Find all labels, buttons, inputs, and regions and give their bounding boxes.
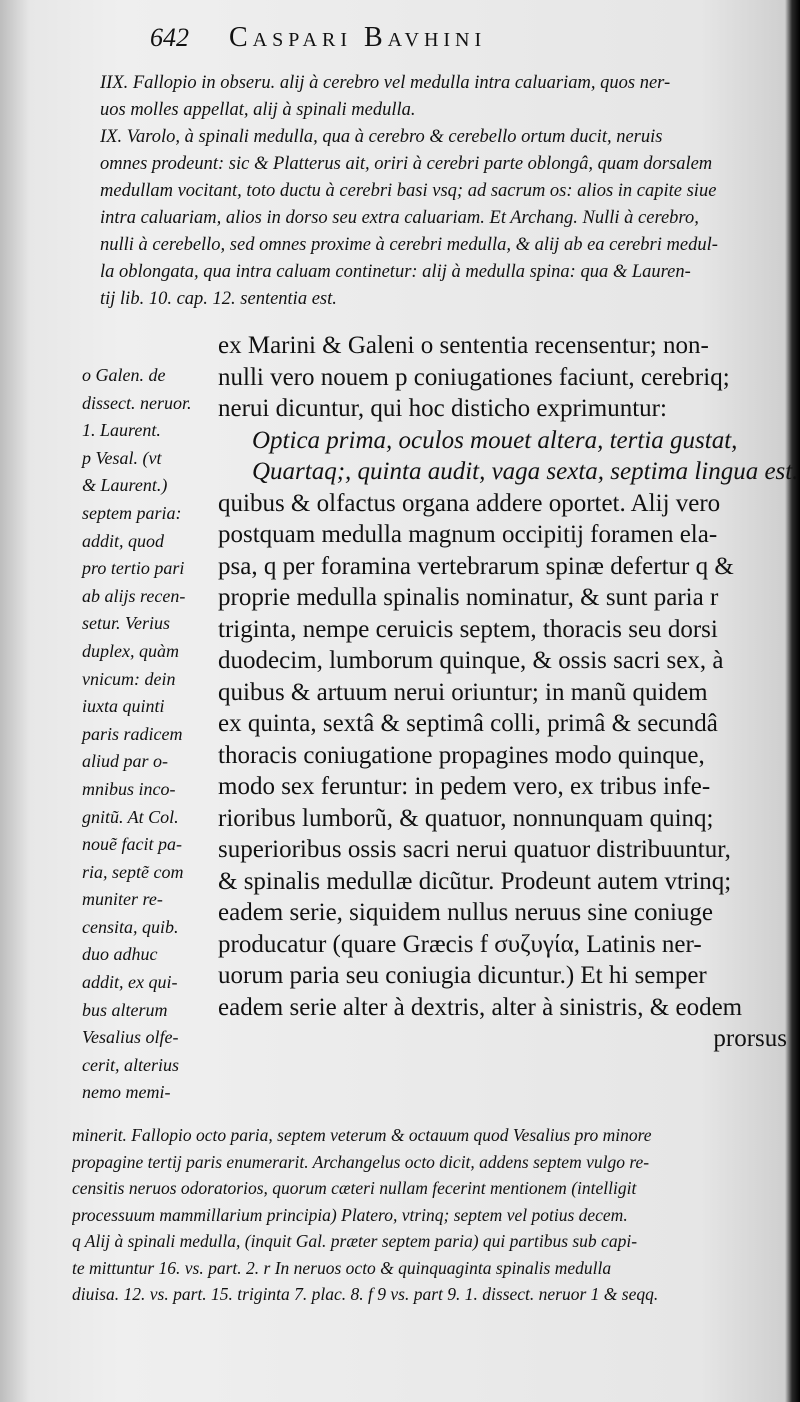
top-note-line: omnes prodeunt: sic & Platterus ait, oriri à cerebri parte oblongâ, quam dorsalem	[100, 154, 713, 174]
margin-note-line: ria, septẽ com	[82, 861, 184, 882]
body-line: quibus & artuum nerui oriuntur; in manũ quidem	[218, 678, 708, 706]
margin-note-line: censita, quib.	[82, 916, 179, 937]
body-line: quibus & olfactus organa addere oportet. Alij vero	[218, 489, 721, 517]
margin-note-line: o Galen. de	[82, 365, 166, 385]
margin-note-line: paris radicem	[82, 723, 183, 744]
top-note-line: IIX. Fallopio in obseru. alij à cerebro vel medulla intra caluariam, quos ner-	[100, 73, 671, 93]
body-line: ex quinta, sextâ & septimâ colli, primâ & secundâ	[218, 710, 718, 737]
top-note-line: la oblongata, qua intra caluam continetur: alij à medulla spina: qua & Lauren-	[100, 262, 691, 282]
margin-note-line: vnicum: dein	[82, 668, 176, 689]
body-line: eadem serie alter à dextris, alter à sinistris, & eodem	[218, 993, 743, 1021]
top-note-line: IX. Varolo, à spinali medulla, qua à cerebro & cerebello ortum ducit, neruis	[100, 127, 663, 147]
body-line: ex Marini & Galeni o sententia recensentur; non-	[218, 332, 709, 359]
bottom-note-line: minerit. Fallopio octo paria, septem veterum & octauum quod Vesalius pro minore	[72, 1125, 652, 1145]
margin-note-line: duo adhuc	[82, 944, 158, 965]
bottom-note-line: q Alij à spinali medulla, (inquit Gal. præter septem paria) qui partibus sub capi-	[72, 1231, 638, 1251]
body-line: nerui dicuntur, qui hoc disticho exprimuntur:	[218, 395, 667, 422]
body-line: psa, q per foramina vertebrarum spinæ defertur q &	[218, 552, 734, 580]
body-line: triginta, nempe ceruicis septem, thoracis seu dorsi	[218, 615, 718, 643]
top-notes	[100, 70, 790, 313]
top-note-line: medullam vocitant, toto ductu à cerebri basi vsq; ad sacrum os: alios in capite siue	[100, 181, 717, 201]
margin-note-line: septem paria:	[82, 502, 182, 523]
body-line: superioribus ossis sacri nerui quatuor distribuuntur,	[218, 836, 731, 863]
body-line: uorum paria seu coniugia dicuntur.) Et hi semper	[218, 962, 707, 989]
margin-note-line: nemo memi-	[82, 1082, 171, 1103]
body-line: modo sex feruntur: in pedem vero, ex tribus infe-	[218, 773, 711, 800]
top-note-line: tij lib. 10. cap. 12. sententia est.	[100, 289, 337, 309]
margin-note-line: nouẽ facit pa-	[82, 834, 182, 855]
margin-note-line: addit, quod	[82, 530, 165, 551]
bottom-note-line: diuisa. 12. vs. part. 15. triginta 7. plac. 8. f 9 vs. part 9. 1. dissect. neruor 1 & seqq.	[72, 1284, 659, 1304]
verse-line: Optica prima, oculos mouet altera, tertia gustat,	[252, 426, 738, 454]
margin-note-line: duplex, quàm	[82, 640, 179, 661]
margin-note-line: addit, ex qui-	[82, 972, 178, 993]
margin-note-line: iuxta quinti	[82, 696, 165, 717]
page-number: 642	[150, 23, 189, 52]
margin-note-line: mnibus inco-	[82, 778, 176, 799]
margin-note-line: & Laurent.)	[82, 475, 168, 496]
body-line: postquam medulla magnum occipitij foramen ela-	[218, 521, 718, 548]
bottom-notes	[72, 1122, 792, 1308]
top-note-line: intra caluariam, alios in dorso seu extra caluariam. Et Archang. Nulli à cerebro,	[100, 208, 699, 228]
margin-note-line: pro tertio pari	[82, 558, 185, 579]
bottom-note-line: processuum mammillarium principia) Platero, vtrinq; septem vel potius decem.	[72, 1204, 628, 1225]
body-line: thoracis coniugatione propagines modo quinque,	[218, 741, 705, 769]
bottom-note-line: te mittuntur 16. vs. part. 2. r In neruos octo & quinquaginta spinalis medulla	[72, 1257, 612, 1278]
body-line: eadem serie, siquidem nullus neruus sine coniuge	[218, 899, 714, 926]
margin-note-line: Vesalius olfe-	[82, 1027, 179, 1048]
margin-note-line: setur. Verius	[82, 613, 171, 634]
bottom-note-line: propagine tertij paris enumerarit. Archangelus octo dicit, addens septem vulgo re-	[72, 1151, 650, 1172]
main-text	[218, 330, 799, 1055]
body-line: nulli vero nouem p coniugationes faciunt, cerebriq;	[218, 363, 730, 391]
margin-note-line: bus alterum	[82, 999, 168, 1020]
margin-note-line: muniter re-	[82, 889, 163, 910]
margin-note-line: p Vesal. (vt	[82, 447, 162, 468]
top-note-line: nulli à cerebello, sed omnes proxime à cerebri medulla, & alij ab ea cerebri medul-	[100, 235, 718, 255]
body-line: & spinalis medullæ dicũtur. Prodeunt autem vtrinq;	[218, 867, 732, 895]
bottom-note-line: censitis neruos odoratorios, quorum cæteri nullam fecerint mentionem (intelligit	[72, 1178, 637, 1198]
margin-notes	[82, 362, 217, 1107]
body-line: producatur (quare Græcis f συζυγία, Latinis ner-	[218, 930, 702, 958]
body-line: duodecim, lumborum quinque, & ossis sacri sex, à	[218, 647, 724, 674]
body-line: rioribus lumborũ, & quatuor, nonnunquam quinq;	[218, 804, 714, 832]
page-header	[150, 22, 790, 54]
top-note-line: uos molles appellat, alij à spinali medulla.	[100, 100, 416, 120]
margin-note-line: gnitũ. At Col.	[82, 806, 179, 827]
margin-note-line: dissect. neruor.	[82, 392, 192, 413]
margin-note-line: cerit, alterius	[82, 1054, 179, 1075]
running-head: Caspari Bavhini	[229, 22, 487, 53]
margin-note-line: aliud par o-	[82, 751, 169, 772]
verse-line: Quartaq;, quinta audit, vaga sexta, septima lingua est.	[252, 458, 799, 485]
body-line: proprie medulla spinalis nominatur, & sunt paria r	[218, 584, 719, 611]
margin-note-line: 1. Laurent.	[82, 420, 161, 441]
margin-note-line: ab alijs recen-	[82, 585, 186, 606]
catchword: prorsus	[713, 1025, 787, 1052]
